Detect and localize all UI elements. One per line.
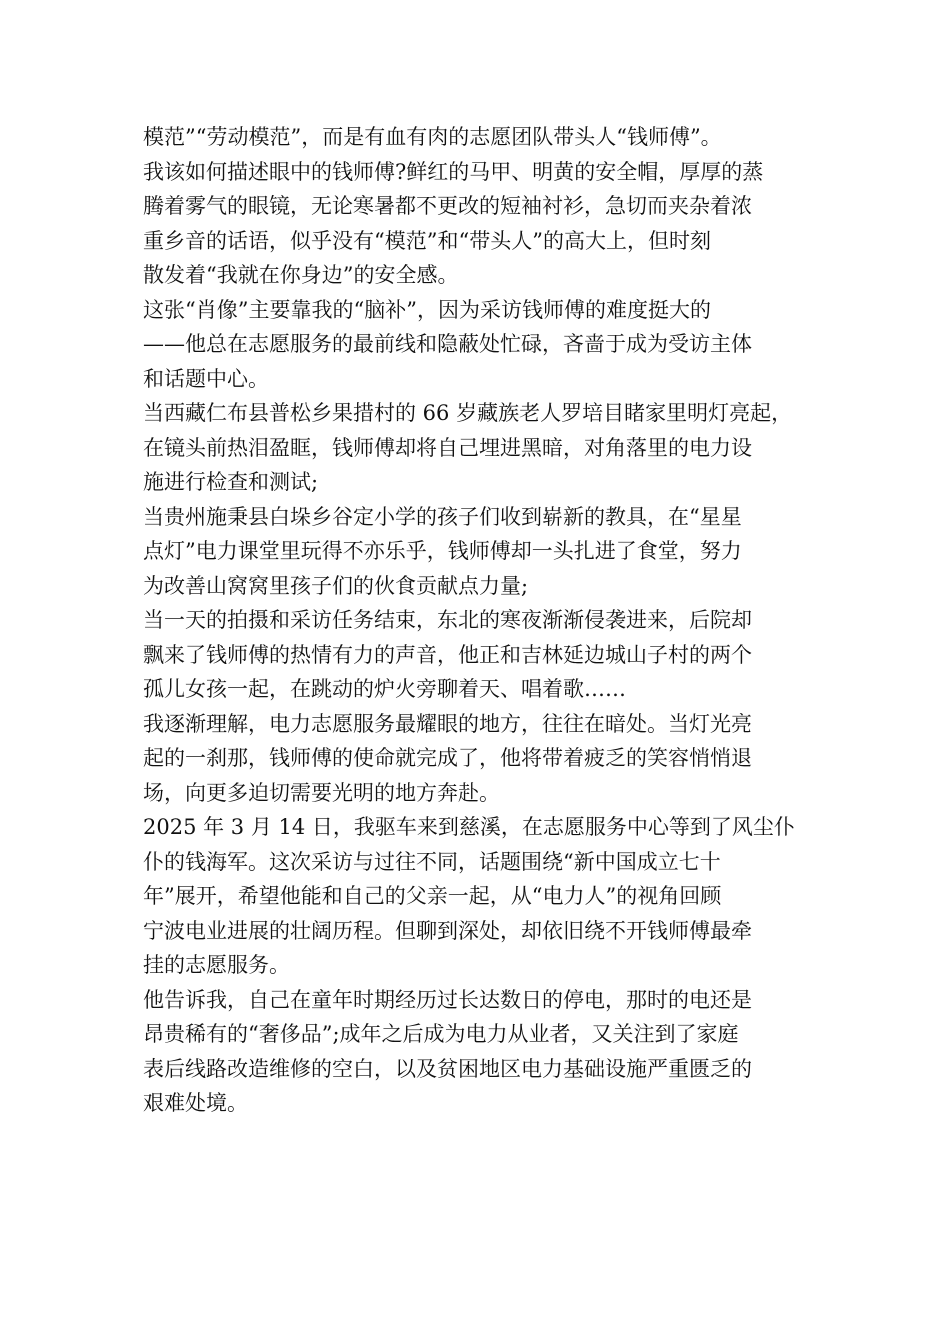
text-line: 挂的志愿服务。	[143, 953, 290, 977]
text-line: 点灯”电力课堂里玩得不亦乐乎，钱师傅却一头扎进了食堂，努力	[143, 539, 742, 563]
text-line: 施进行检查和测试;	[143, 470, 319, 494]
paragraph	[143, 707, 823, 811]
text-line: ——他总在志愿服务的最前线和隐蔽处忙碌，吝啬于成为受访主体	[143, 332, 752, 356]
text-line: 为改善山窝窝里孩子们的伙食贡献点力量;	[143, 573, 529, 598]
paragraph	[143, 155, 823, 293]
text-line: 我该如何描述眼中的钱师傅?鲜红的马甲、明黄的安全帽，厚厚的蒸	[143, 159, 764, 184]
text-line: 宁波电业进展的壮阔历程。但聊到深处，却依旧绕不开钱师傅最牵	[143, 918, 752, 943]
text-line: 重乡音的话语，似乎没有“模范”和“带头人”的高大上，但时刻	[143, 228, 711, 253]
paragraph	[143, 120, 823, 155]
text-line: 飘来了钱师傅的热情有力的声音，他正和吉林延边城山子村的两个	[143, 642, 752, 667]
text-line: 艰难处境。	[143, 1091, 248, 1115]
text-line: 模范”“劳动模范”，而是有血有肉的志愿团队带头人“钱师傅”。	[143, 125, 722, 149]
text-line: 当贵州施秉县白垛乡谷定小学的孩子们收到崭新的教具，在“星星	[143, 504, 742, 529]
text-line: 当一天的拍摄和采访任务结束，东北的寒夜渐渐侵袭进来，后院却	[143, 608, 752, 632]
text-line: 场，向更多迫切需要光明的地方奔赴。	[143, 780, 500, 805]
text-line: 昂贵稀有的“奢侈品”;成年之后成为电力从业者，又关注到了家庭	[143, 1022, 739, 1046]
text-line: 我逐渐理解，电力志愿服务最耀眼的地方，往往在暗处。当灯光亮	[143, 711, 752, 736]
text-line: 和话题中心。	[143, 366, 269, 391]
paragraph	[143, 293, 823, 397]
text-line: 当西藏仁布县普松乡果措村的 66 岁藏族老人罗培目睹家里明灯亮起，	[143, 401, 793, 425]
text-line: 年”展开，希望他能和自己的父亲一起，从“电力人”的视角回顾	[143, 884, 722, 908]
text-line: 2025 年 3 月 14 日，我驱车来到慈溪，在志愿服务中心等到了风尘仆	[143, 815, 795, 839]
text-line: 腾着雾气的眼镜，无论寒暑都不更改的短袖衬衫，急切而夹杂着浓	[143, 194, 752, 218]
text-line: 这张“肖像”主要靠我的“脑补”，因为采访钱师傅的难度挺大的	[143, 297, 711, 322]
paragraph	[143, 396, 823, 500]
paragraph	[143, 810, 823, 983]
article-body	[143, 120, 823, 1121]
text-line: 起的一刹那，钱师傅的使命就完成了，他将带着疲乏的笑容悄悄退	[143, 746, 752, 770]
text-line: 表后线路改造维修的空白，以及贫困地区电力基础设施严重匮乏的	[143, 1056, 752, 1081]
text-line: 孤儿女孩一起，在跳动的炉火旁聊着天、唱着歌……	[143, 677, 626, 701]
paragraph	[143, 603, 823, 707]
paragraph	[143, 500, 823, 604]
text-line: 散发着“我就在你身边”的安全感。	[143, 263, 459, 287]
text-line: 仆的钱海军。这次采访与过往不同，话题围绕“新中国成立七十	[143, 849, 721, 874]
text-line: 在镜头前热泪盈眶，钱师傅却将自己埋进黑暗，对角落里的电力设	[143, 435, 752, 460]
paragraph	[143, 983, 823, 1121]
text-line: 他告诉我，自己在童年时期经历过长达数日的停电，那时的电还是	[143, 987, 752, 1012]
